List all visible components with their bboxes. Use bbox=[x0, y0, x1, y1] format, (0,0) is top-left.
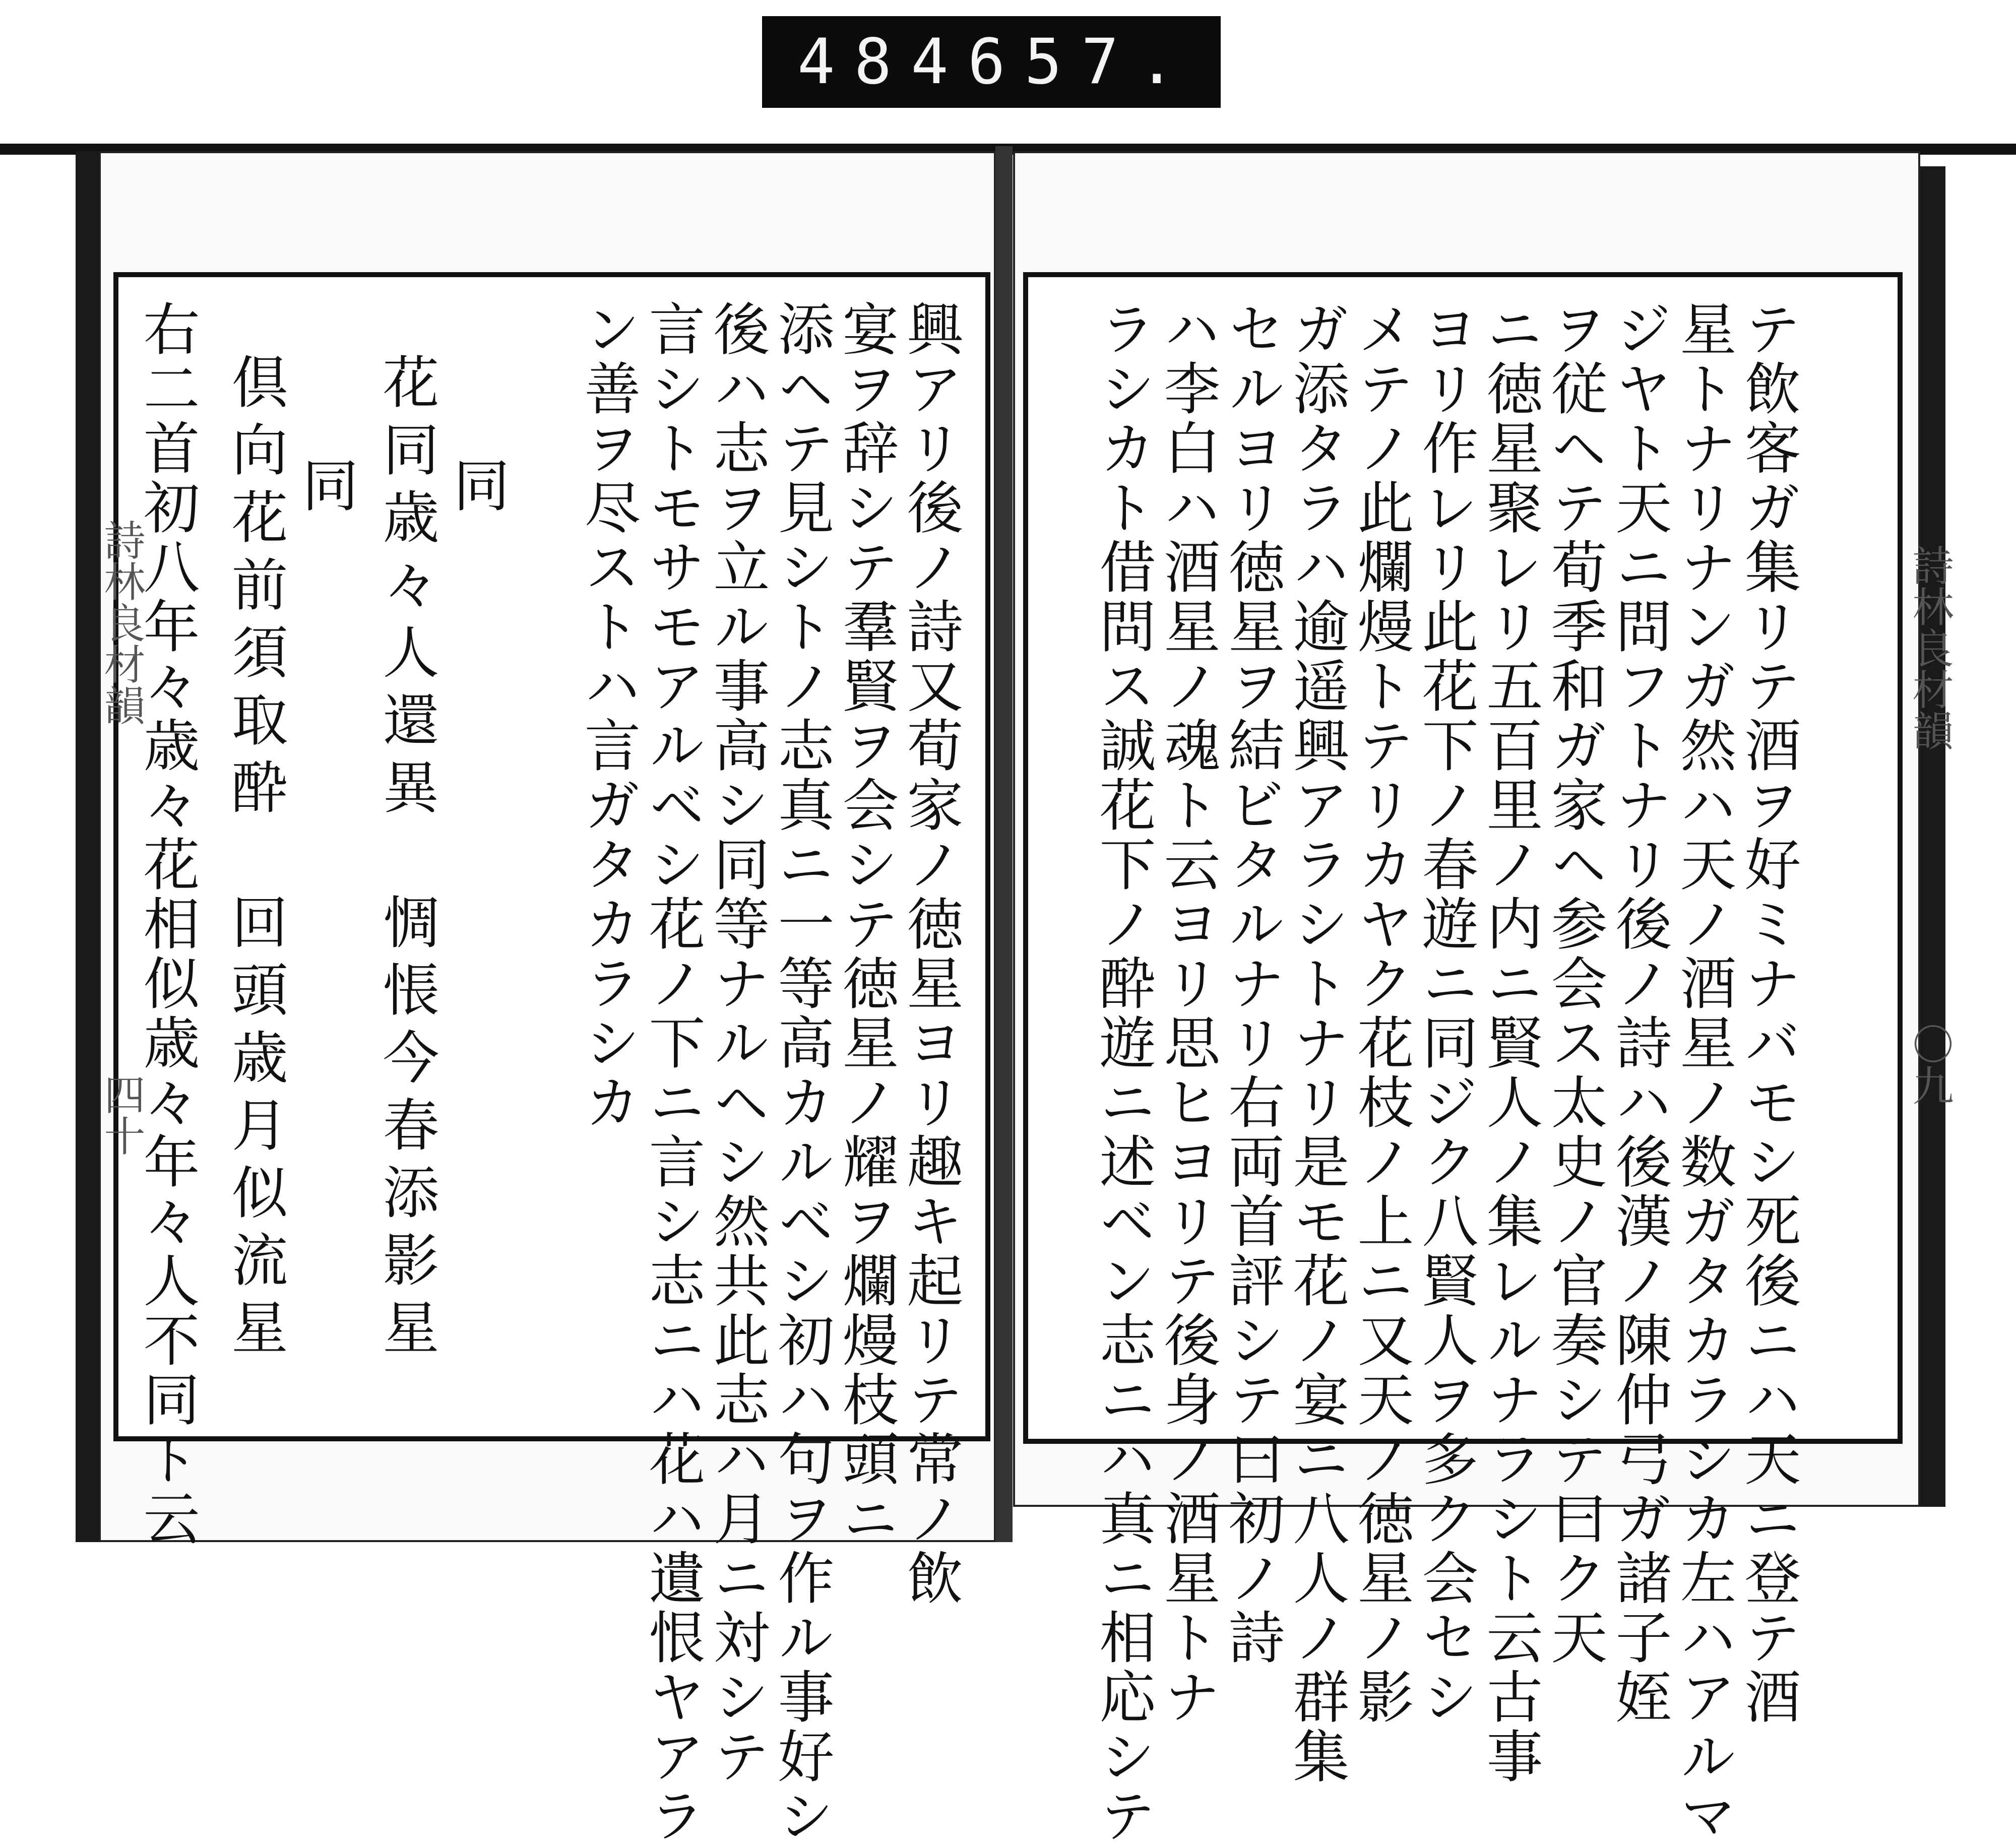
right-text-column-8: ガ添タラハ逾遥興アラシトナリ是モ花ノ宴ニ八人ノ群集 bbox=[1284, 300, 1349, 1787]
left-poem-line-2: 倶向花前須取酔 回頭歳月似流星 bbox=[222, 353, 288, 1366]
right-text-column-7: メテノ此爛熳トテリカヤク花枝ノ上ニ又天ノ徳星ノ影 bbox=[1348, 300, 1414, 1727]
right-text-column-2: 星トナリナンガ然ハ天ノ酒星ノ数ガタカラシカ左ハアルマ bbox=[1671, 300, 1736, 1846]
catalog-number-label bbox=[762, 16, 1221, 108]
book-gutter bbox=[995, 146, 1013, 1542]
right-text-column-5: ニ徳星聚レリ五百里ノ内ニ賢人ノ集レルナラシト云古事 bbox=[1477, 300, 1543, 1787]
catalog-number-left: 484 bbox=[797, 26, 968, 98]
right-text-column-11: ラシカト借問ス誠花下ノ酔遊ニ述ベン志ニハ真ニ相応シテ bbox=[1090, 300, 1156, 1846]
left-text-column-5: 言シトモサモアルベシ花ノ下ニ言シ志ニハ花ハ遺恨ヤアラ bbox=[640, 300, 705, 1846]
left-poem-line-1: 花同歳々人還異 惆悵今春添影星 bbox=[373, 353, 439, 1366]
left-poem-heading-2: 同 bbox=[293, 456, 358, 516]
left-text-column-1: 興アリ後ノ詩又荀家ノ徳星ヨリ趣キ起リテ常ノ飲 bbox=[898, 300, 963, 1608]
right-text-column-6: ヨリ作レリ此花下ノ春遊ニ同ジク八賢人ヲ多ク会セシ bbox=[1413, 300, 1478, 1727]
left-poem-heading-1: 同 bbox=[444, 456, 510, 516]
left-text-column-3: 添ヘテ見シトノ志真ニ一等高カルベシ初ハ句ヲ作ル事好シ bbox=[769, 300, 834, 1846]
right-text-column-3: ジヤト天ニ問フトナリ後ノ詩ハ後漢ノ陳仲弓ガ諸子姪 bbox=[1606, 300, 1672, 1727]
right-margin-folio: 〇九 bbox=[1906, 1023, 1954, 1106]
left-text-column-commentary: 右二首初八年々歳々花相似歳々年々人不同ト云 bbox=[134, 300, 200, 1549]
left-text-column-2: 宴ヲ辞シテ羣賢ヲ会シテ徳星ノ耀ヲ爛熳枝頭ニ bbox=[833, 300, 899, 1549]
right-text-column-4: ヲ従ヘテ荀季和ガ家ヘ参会ス太史ノ官奏シテ曰ク天 bbox=[1542, 300, 1607, 1668]
right-text-column-9: セルヨリ徳星ヲ結ビタルナリ右両首評シテ曰初ノ詩 bbox=[1219, 300, 1285, 1668]
left-text-column-4: 後ハ志ヲ立ル事高シ同等ナルヘシ然共此志ハ月ニ対シテ bbox=[704, 300, 770, 1787]
right-text-column-10: ハ李白ハ酒星ノ魂ト云ヨリ思ヒヨリテ後身ノ酒星トナ bbox=[1155, 300, 1220, 1727]
right-margin-title: 詩林良材韻 bbox=[1906, 544, 1954, 751]
catalog-number-right: 657. bbox=[967, 26, 1195, 98]
left-text-column-6: ン善ヲ尽ストハ言ガタカラシカ bbox=[575, 300, 641, 1132]
right-text-column-1: テ飲客ガ集リテ酒ヲ好ミナバモシ死後ニハ天ニ登テ酒 bbox=[1735, 300, 1801, 1727]
left-margin-folio: 四十 bbox=[97, 1073, 145, 1156]
left-margin-title: 詩林良材韻 bbox=[97, 519, 145, 726]
